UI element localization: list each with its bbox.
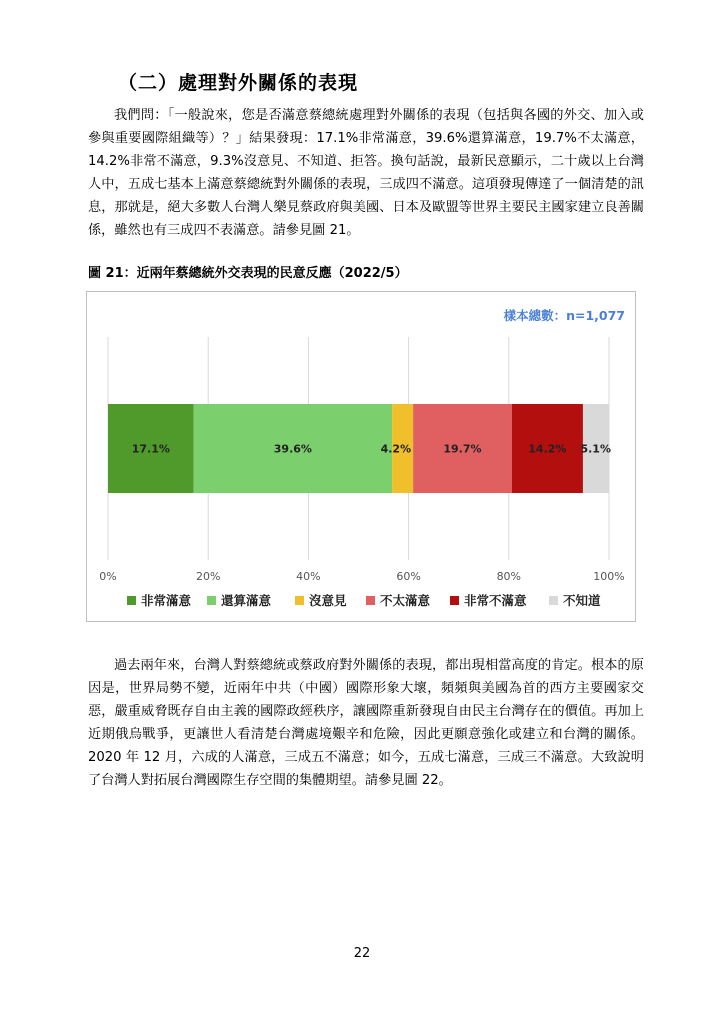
legend-label: 非常滿意 [141,593,192,608]
paragraph-text: 過去兩年來，台灣人對蔡總統或蔡政府對外關係的表現，都出現相當高度的肯定。根本的原因是，世界局勢不變，近兩年中共（中國）國際形象大壞，頻頻與美國為首的西方主要國家交惡，嚴重威脅既存自由主義的國際政經秩序，讓國際重新發現自由民主台灣存在的價值。再加上近期俄烏戰爭，更讓世人看清楚台灣處境艱辛和危險，因此更願意強化或建立和台灣的關係。2020 年 12 月，六成的人滿意，三成五不滿意；如今，五成七滿意，三成三不滿意。大致說明了台灣人對拓展台灣國際生存空間的集體期望。請參見圖 22。 [88,658,644,788]
paragraph-analysis [88,654,644,792]
legend-label: 還算滿意 [221,593,272,608]
chart-frame [86,291,636,622]
figure-title: 圖 21：近兩年蔡總統外交表現的民意反應（2022/5） [88,266,408,281]
paragraph-survey-result [88,104,644,242]
legend-label: 不太滿意 [380,593,431,608]
legend-swatch [366,596,375,605]
section-heading: （二）處理對外關係的表現 [118,72,359,94]
x-tick-label: 40% [296,570,321,583]
data-label: 19.7% [443,442,482,456]
legend-swatch [207,596,216,605]
legend-label: 非常不滿意 [464,593,527,608]
legend-swatch [450,596,459,605]
sample-size-note: 樣本總數：n=1,077 [503,308,625,323]
data-label: 17.1% [131,442,170,456]
x-tick-label: 20% [195,570,221,583]
x-tick-label: 60% [396,570,421,583]
legend-swatch [549,596,558,605]
x-tick-label: 80% [496,570,522,583]
legend-swatch [295,596,304,605]
data-label: 39.6% [273,442,312,456]
legend-label: 不知道 [563,593,601,608]
data-label: 14.2% [528,442,567,456]
legend-label: 沒意見 [309,593,347,608]
data-label: 4.2% [380,442,412,456]
data-label: 5.1% [580,442,611,456]
legend-swatch [127,596,136,605]
paragraph-text: 我們問：「一般說來，您是否滿意蔡總統處理對外關係的表現（包括與各國的外交、加入或參與重要國際組織等）？」結果發現：17.1%非常滿意，39.6%還算滿意，19.7%不太滿意，14.2%非常不滿意，9.3%沒意見、不知道、拒答。換句話說，最新民意顯示，二十歲以上台灣人中，五成七基本上滿意蔡總統對外關係的表現，三成四不滿意。這項發現傳達了一個清楚的訊息，那就是，絕大多數人台灣人樂見蔡政府與美國、日本及歐盟等世界主要民主國家建立良善關係，雖然也有三成四不表滿意。請參見圖 21。 [88,108,644,238]
x-tick-label: 100% [593,570,625,583]
stacked-bar-chart [87,292,637,623]
x-tick-label: 0% [99,570,117,583]
page-number: 22 [353,946,371,961]
